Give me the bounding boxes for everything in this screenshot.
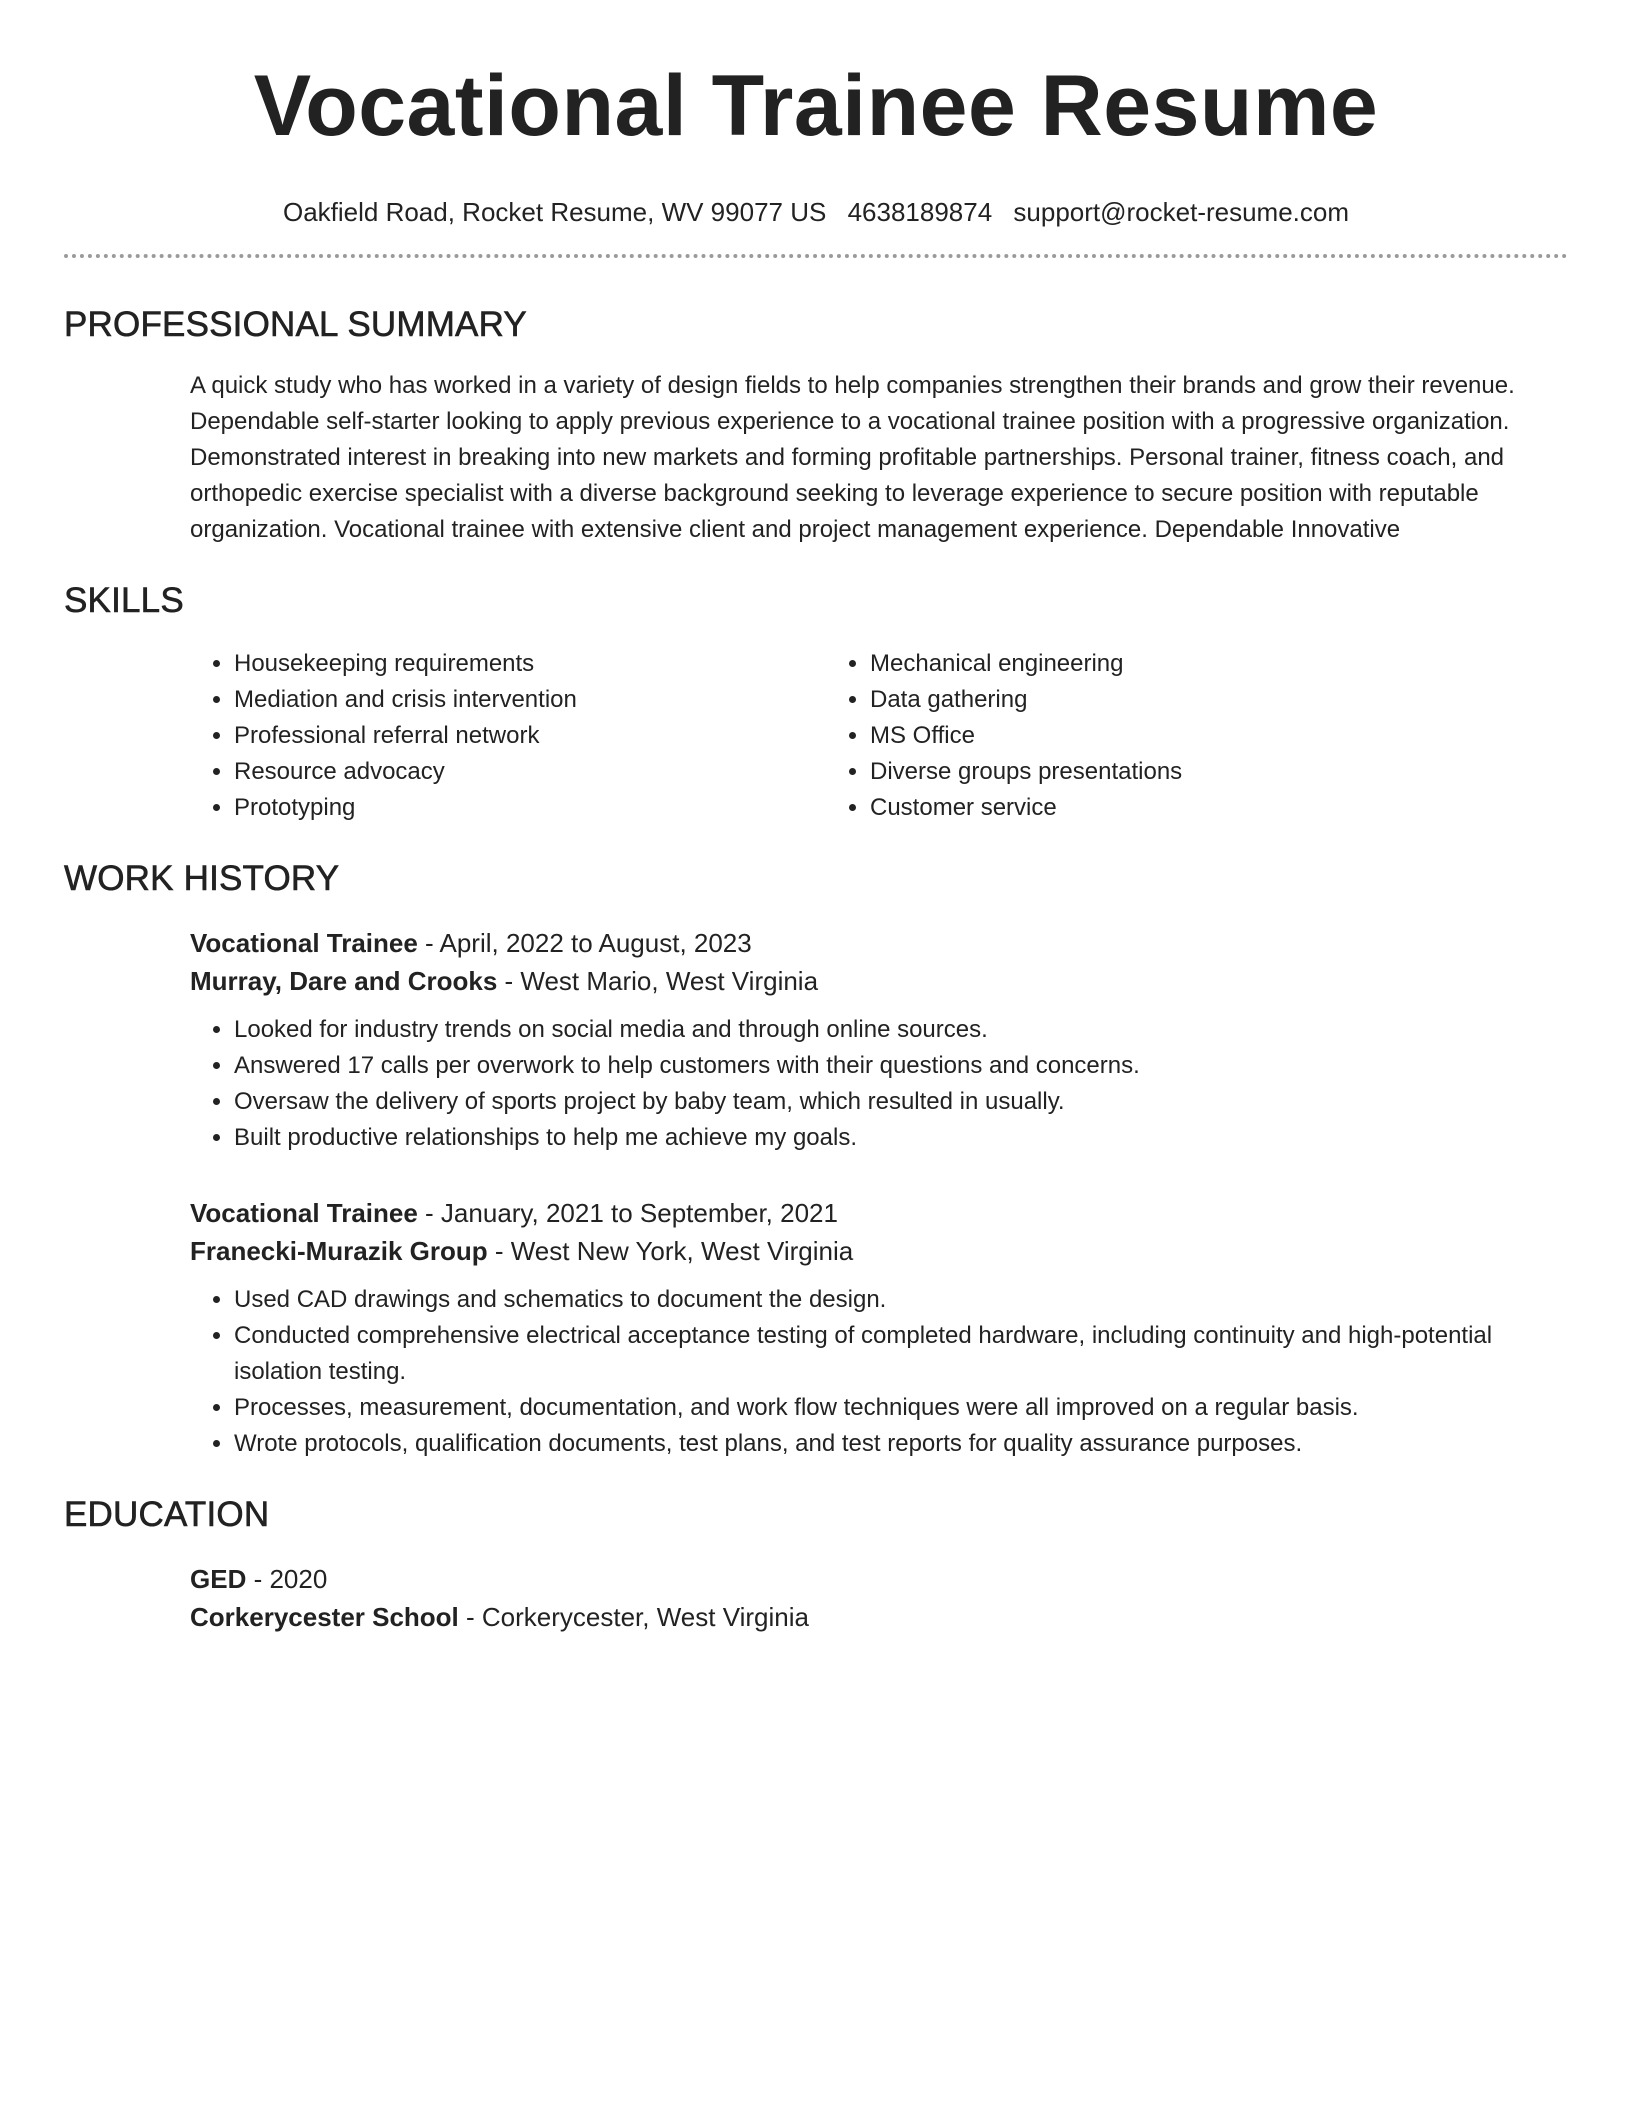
- summary-text: A quick study who has worked in a variety of design fields to help companies strengthen their brands and grow their revenue. Dependable self-starter looking to apply previous experience to a vocational trainee position with a progressive organization. Demonstrated interest in breaking into new markets and forming profitable partnerships. Personal trainer, fitness coach, and orthopedic exercise specialist with a diverse background seeking to leverage experience to secure position with reputable organization. Vocational trainee with extensive client and project management experience. Dependable Innovative: [190, 372, 1515, 543]
- job-company: Murray, Dare and Crooks: [190, 966, 498, 996]
- job-bullets: [190, 1282, 1568, 1462]
- education-school-line: [190, 1598, 1568, 1636]
- job-bullet: • Oversaw the delivery of sports project by baby team, which resulted in usually.: [234, 1084, 1568, 1120]
- job-dates: - January, 2021 to September, 2021: [417, 1198, 838, 1228]
- job-company: Franecki-Murazik Group: [190, 1236, 488, 1266]
- work-history-heading: WORK HISTORY: [64, 859, 340, 898]
- education-degree-line: [190, 1560, 1568, 1598]
- summary-heading: PROFESSIONAL SUMMARY: [64, 305, 527, 344]
- job-bullet: • Wrote protocols, qualification documents, test plans, and test reports for quality assurance purposes.: [234, 1426, 1568, 1462]
- job-bullet: • Used CAD drawings and schematics to document the design.: [234, 1282, 1568, 1318]
- job-role-line: [190, 924, 1568, 962]
- job-location: - West Mario, West Virginia: [497, 966, 819, 996]
- skill-item: • Mediation and crisis intervention: [234, 682, 826, 718]
- job-role: Vocational Trainee: [190, 928, 418, 958]
- job-role-line: [190, 1194, 1568, 1232]
- contact-email: support@rocket-resume.com: [1013, 197, 1350, 227]
- job-dates: - April, 2022 to August, 2023: [417, 928, 752, 958]
- education-location: - Corkerycester, West Virginia: [458, 1602, 809, 1632]
- job-bullets: [190, 1012, 1568, 1156]
- job-role: Vocational Trainee: [190, 1198, 418, 1228]
- resume-title: Vocational Trainee Resume: [253, 58, 1379, 154]
- skills-list: [190, 646, 1568, 826]
- job-company-line: [190, 962, 1568, 1000]
- education-year: - 2020: [246, 1564, 328, 1594]
- skills-heading: SKILLS: [64, 581, 184, 620]
- job-entry-2: [190, 1194, 1568, 1462]
- education-heading: EDUCATION: [64, 1495, 270, 1534]
- job-bullet: • Looked for industry trends on social media and through online sources.: [234, 1012, 1568, 1048]
- contact-phone: 4638189874: [847, 197, 993, 227]
- skill-item: • Housekeeping requirements: [234, 646, 826, 682]
- contact-line: [64, 196, 1568, 228]
- skill-item: • Data gathering: [870, 682, 1568, 718]
- job-location: - West New York, West Virginia: [487, 1236, 854, 1266]
- skill-item: • Mechanical engineering: [870, 646, 1568, 682]
- job-bullet: • Processes, measurement, documentation, and work flow techniques were all improved on a regular basis.: [234, 1390, 1568, 1426]
- job-bullet: • Conducted comprehensive electrical acceptance testing of completed hardware, including continuity and high-potential isolation testing.: [234, 1318, 1568, 1390]
- header-divider: [64, 254, 1568, 258]
- skills-column-1: [190, 646, 826, 826]
- skill-item: • Prototyping: [234, 790, 826, 826]
- skills-column-2: [826, 646, 1568, 826]
- education-school: Corkerycester School: [190, 1602, 459, 1632]
- education-entry: [190, 1560, 1568, 1636]
- contact-address: Oakfield Road, Rocket Resume, WV 99077 US: [282, 197, 827, 227]
- skill-item: • Diverse groups presentations: [870, 754, 1568, 790]
- education-degree: GED: [190, 1564, 247, 1594]
- job-bullet: • Built productive relationships to help me achieve my goals.: [234, 1120, 1568, 1156]
- skill-item: • Professional referral network: [234, 718, 826, 754]
- skill-item: • Resource advocacy: [234, 754, 826, 790]
- job-entry-1: [190, 924, 1568, 1156]
- skill-item: • MS Office: [870, 718, 1568, 754]
- job-bullet: • Answered 17 calls per overwork to help customers with their questions and concerns.: [234, 1048, 1568, 1084]
- skill-item: • Customer service: [870, 790, 1568, 826]
- job-company-line: [190, 1232, 1568, 1270]
